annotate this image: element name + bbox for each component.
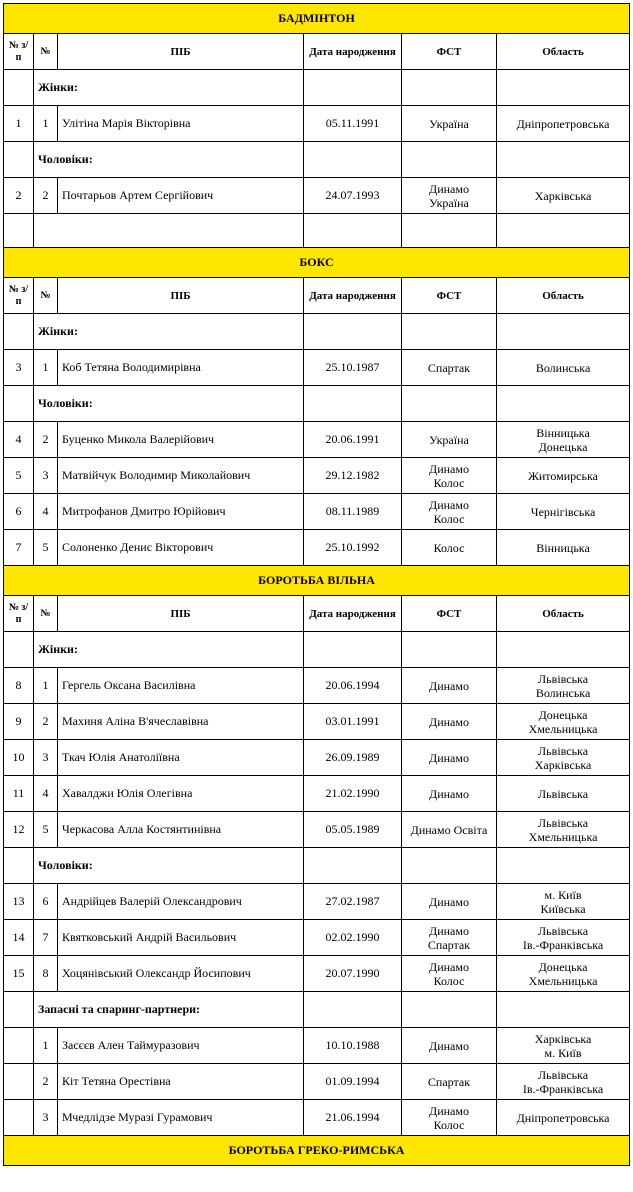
- cell-name: Махиня Аліна В'ячеславівна: [58, 704, 304, 740]
- section-title-row: [4, 4, 630, 34]
- header-region: Область: [497, 596, 630, 632]
- cell-region: [497, 776, 630, 812]
- cell-line: Спартак: [427, 1074, 471, 1089]
- cell-name: Хавалджи Юлія Олегівна: [58, 776, 304, 812]
- group-label: Жінки:: [34, 314, 304, 350]
- cell-region: [497, 386, 630, 422]
- cell-dob: 25.10.1992: [304, 530, 402, 566]
- table-row: [4, 1100, 630, 1136]
- cell-n: 1: [34, 106, 58, 142]
- cell-n: 3: [34, 458, 58, 494]
- section-title: БОРОТЬБА ВІЛЬНА: [4, 566, 630, 596]
- cell-region: [497, 178, 630, 214]
- cell-dob: [304, 632, 402, 668]
- cell-line: Колос: [433, 973, 465, 988]
- cell-name: Митрофанов Дмитро Юрійович: [58, 494, 304, 530]
- table-row: [4, 530, 630, 566]
- cell-line: Львівська: [538, 743, 589, 758]
- cell-num: [4, 1028, 34, 1064]
- cell-dob: 27.02.1987: [304, 884, 402, 920]
- section-title: БОКС: [4, 248, 630, 278]
- cell-n: 2: [34, 1064, 58, 1100]
- cell-fst: [402, 530, 497, 566]
- header-name: ПІБ: [58, 34, 304, 70]
- cell-line: Дніпропетровська: [516, 116, 610, 131]
- cell-n: 1: [34, 668, 58, 704]
- cell-region: [497, 668, 630, 704]
- cell-line: Спартак: [427, 937, 471, 952]
- cell-fst: [402, 494, 497, 530]
- cell-num: [4, 214, 34, 248]
- cell-fst: [402, 314, 497, 350]
- table-row: [4, 920, 630, 956]
- section-title: БОРОТЬБА ГРЕКО-РИМСЬКА: [4, 1136, 630, 1166]
- cell-num: [4, 314, 34, 350]
- cell-dob: 10.10.1988: [304, 1028, 402, 1064]
- cell-fst: [402, 992, 497, 1028]
- table-row: [4, 350, 630, 386]
- cell-line: Львівська: [538, 923, 589, 938]
- cell-fst: [402, 1028, 497, 1064]
- cell-name: Солоненко Денис Вікторович: [58, 530, 304, 566]
- cell-n: 3: [34, 740, 58, 776]
- header-name: ПІБ: [58, 596, 304, 632]
- cell-num: 15: [4, 956, 34, 992]
- cell-line: Динамо: [429, 461, 469, 476]
- cell-region: [497, 350, 630, 386]
- cell-line: Ів.-Франківська: [522, 1081, 604, 1096]
- cell-num: 14: [4, 920, 34, 956]
- cell-n: 5: [34, 812, 58, 848]
- cell-line: Динамо: [429, 1103, 469, 1118]
- table-row: [4, 458, 630, 494]
- cell-dob: 05.11.1991: [304, 106, 402, 142]
- cell-fst: [402, 386, 497, 422]
- cell-line: Харківська: [534, 1031, 592, 1046]
- cell-fst: [402, 350, 497, 386]
- cell-n: 1: [34, 350, 58, 386]
- cell-dob: [304, 386, 402, 422]
- group-label: Запасні та спаринг-партнери:: [34, 992, 304, 1028]
- cell-fst: [402, 884, 497, 920]
- cell-n: 5: [34, 530, 58, 566]
- cell-region: [497, 530, 630, 566]
- cell-line: Хмельницька: [528, 973, 598, 988]
- cell-num: 4: [4, 422, 34, 458]
- cell-dob: [304, 214, 402, 248]
- cell-dob: 02.02.1990: [304, 920, 402, 956]
- cell-line: Вінницька: [536, 425, 590, 440]
- cell-fst: [402, 106, 497, 142]
- cell-num: [4, 1100, 34, 1136]
- cell-fst: [402, 1100, 497, 1136]
- cell-line: Львівська: [538, 671, 589, 686]
- header-dob: Дата народження: [304, 596, 402, 632]
- header-fst: ФСТ: [402, 278, 497, 314]
- cell-dob: [304, 142, 402, 178]
- cell-line: Колос: [433, 1117, 465, 1132]
- cell-line: Львівська: [538, 1067, 589, 1082]
- cell-line: Колос: [433, 511, 465, 526]
- table-row: [4, 106, 630, 142]
- cell-num: [4, 992, 34, 1028]
- cell-line: Київська: [540, 901, 586, 916]
- table-row: [4, 812, 630, 848]
- header-num: № з/п: [4, 596, 34, 632]
- cell-name: Засєєв Ален Таймуразович: [58, 1028, 304, 1064]
- cell-dob: 20.06.1994: [304, 668, 402, 704]
- section-title-row: [4, 248, 630, 278]
- section-title-row: [4, 1136, 630, 1166]
- cell-line: Динамо: [429, 1038, 469, 1053]
- cell-fst: [402, 214, 497, 248]
- cell-fst: [402, 956, 497, 992]
- table-row: [4, 178, 630, 214]
- cell-dob: [304, 314, 402, 350]
- cell-num: [4, 848, 34, 884]
- athletes-table: [3, 3, 630, 1166]
- cell-line: Спартак: [427, 360, 471, 375]
- header-n: №: [34, 596, 58, 632]
- cell-region: [497, 884, 630, 920]
- cell-line: Україна: [429, 195, 469, 210]
- header-region: Область: [497, 34, 630, 70]
- cell-line: Динамо Освіта: [410, 822, 488, 837]
- group-row: [4, 70, 630, 106]
- cell-name: [34, 214, 304, 248]
- athletes-document: [3, 3, 629, 1166]
- cell-dob: 03.01.1991: [304, 704, 402, 740]
- cell-line: Колос: [433, 540, 465, 555]
- table-row: [4, 884, 630, 920]
- cell-dob: 08.11.1989: [304, 494, 402, 530]
- table-row: [4, 422, 630, 458]
- group-row: [4, 142, 630, 178]
- cell-num: 12: [4, 812, 34, 848]
- header-fst: ФСТ: [402, 596, 497, 632]
- cell-n: 8: [34, 956, 58, 992]
- cell-line: Львівська: [538, 786, 589, 801]
- header-num: № з/п: [4, 278, 34, 314]
- cell-n: 2: [34, 704, 58, 740]
- section-title-row: [4, 566, 630, 596]
- cell-name: Почтарьов Артем Сергійович: [58, 178, 304, 214]
- cell-num: 8: [4, 668, 34, 704]
- cell-line: Динамо: [429, 181, 469, 196]
- header-row: [4, 596, 630, 632]
- cell-region: [497, 812, 630, 848]
- cell-line: Динамо: [429, 497, 469, 512]
- group-row: [4, 632, 630, 668]
- table-row: [4, 776, 630, 812]
- cell-line: Колос: [433, 475, 465, 490]
- cell-n: 4: [34, 494, 58, 530]
- cell-n: 2: [34, 178, 58, 214]
- cell-line: Донецька: [538, 439, 588, 454]
- cell-fst: [402, 740, 497, 776]
- cell-region: [497, 704, 630, 740]
- group-label: Чоловіки:: [34, 386, 304, 422]
- cell-num: 2: [4, 178, 34, 214]
- table-row: [4, 494, 630, 530]
- empty-row: [4, 214, 630, 248]
- cell-dob: [304, 70, 402, 106]
- cell-dob: 25.10.1987: [304, 350, 402, 386]
- cell-dob: 21.02.1990: [304, 776, 402, 812]
- cell-line: Україна: [429, 116, 469, 131]
- cell-region: [497, 920, 630, 956]
- cell-line: Вінницька: [536, 540, 590, 555]
- cell-num: 7: [4, 530, 34, 566]
- cell-line: Хмельницька: [528, 829, 598, 844]
- cell-region: [497, 142, 630, 178]
- cell-fst: [402, 632, 497, 668]
- header-fst: ФСТ: [402, 34, 497, 70]
- cell-num: 1: [4, 106, 34, 142]
- cell-n: 3: [34, 1100, 58, 1136]
- cell-region: [497, 422, 630, 458]
- cell-fst: [402, 422, 497, 458]
- group-row: [4, 992, 630, 1028]
- cell-fst: [402, 142, 497, 178]
- cell-n: 6: [34, 884, 58, 920]
- header-row: [4, 34, 630, 70]
- cell-name: Матвійчук Володимир Миколайович: [58, 458, 304, 494]
- cell-name: Квятковський Андрій Васильович: [58, 920, 304, 956]
- cell-n: 1: [34, 1028, 58, 1064]
- cell-region: [497, 494, 630, 530]
- cell-name: Мчедлідзе Муразі Гурамович: [58, 1100, 304, 1136]
- cell-dob: 20.07.1990: [304, 956, 402, 992]
- cell-num: [4, 632, 34, 668]
- group-row: [4, 386, 630, 422]
- table-row: [4, 1064, 630, 1100]
- cell-line: Динамо: [429, 894, 469, 909]
- table-row: [4, 704, 630, 740]
- cell-region: [497, 458, 630, 494]
- cell-fst: [402, 178, 497, 214]
- cell-dob: 24.07.1993: [304, 178, 402, 214]
- cell-num: 11: [4, 776, 34, 812]
- header-region: Область: [497, 278, 630, 314]
- header-name: ПІБ: [58, 278, 304, 314]
- cell-line: Ів.-Франківська: [522, 937, 604, 952]
- cell-region: [497, 632, 630, 668]
- cell-line: Львівська: [538, 815, 589, 830]
- cell-name: Гергель Оксана Василівна: [58, 668, 304, 704]
- cell-region: [497, 1064, 630, 1100]
- cell-num: 5: [4, 458, 34, 494]
- cell-fst: [402, 70, 497, 106]
- cell-line: Динамо: [429, 750, 469, 765]
- cell-num: [4, 386, 34, 422]
- cell-num: 6: [4, 494, 34, 530]
- cell-dob: 01.09.1994: [304, 1064, 402, 1100]
- group-label: Чоловіки:: [34, 142, 304, 178]
- cell-num: 9: [4, 704, 34, 740]
- header-n: №: [34, 34, 58, 70]
- header-num: № з/п: [4, 34, 34, 70]
- cell-region: [497, 740, 630, 776]
- cell-region: [497, 314, 630, 350]
- section-title: БАДМІНТОН: [4, 4, 630, 34]
- cell-line: Україна: [429, 432, 469, 447]
- cell-fst: [402, 668, 497, 704]
- cell-line: м. Київ: [544, 887, 582, 902]
- cell-num: [4, 142, 34, 178]
- header-row: [4, 278, 630, 314]
- cell-fst: [402, 776, 497, 812]
- header-n: №: [34, 278, 58, 314]
- cell-region: [497, 848, 630, 884]
- group-label: Жінки:: [34, 632, 304, 668]
- cell-line: Волинська: [535, 685, 591, 700]
- cell-line: Волинська: [535, 360, 591, 375]
- cell-fst: [402, 458, 497, 494]
- cell-name: Кіт Тетяна Орестівна: [58, 1064, 304, 1100]
- cell-name: Улітіна Марія Вікторівна: [58, 106, 304, 142]
- cell-num: 13: [4, 884, 34, 920]
- cell-n: 7: [34, 920, 58, 956]
- cell-line: Динамо: [429, 959, 469, 974]
- header-dob: Дата народження: [304, 278, 402, 314]
- cell-line: Хмельницька: [528, 721, 598, 736]
- cell-line: Дніпропетровська: [516, 1110, 610, 1125]
- table-row: [4, 668, 630, 704]
- cell-dob: 21.06.1994: [304, 1100, 402, 1136]
- group-label: Жінки:: [34, 70, 304, 106]
- cell-num: 10: [4, 740, 34, 776]
- cell-line: Харківська: [534, 188, 592, 203]
- cell-fst: [402, 812, 497, 848]
- cell-n: 4: [34, 776, 58, 812]
- table-row: [4, 1028, 630, 1064]
- cell-region: [497, 214, 630, 248]
- cell-region: [497, 1100, 630, 1136]
- cell-region: [497, 1028, 630, 1064]
- cell-line: Житомирська: [528, 468, 598, 483]
- header-dob: Дата народження: [304, 34, 402, 70]
- cell-line: Харківська: [534, 757, 592, 772]
- cell-line: Донецька: [538, 707, 588, 722]
- cell-dob: 26.09.1989: [304, 740, 402, 776]
- cell-name: Коб Тетяна Володимирівна: [58, 350, 304, 386]
- cell-name: Андрійцев Валерій Олександрович: [58, 884, 304, 920]
- cell-region: [497, 106, 630, 142]
- table-row: [4, 740, 630, 776]
- group-label: Чоловіки:: [34, 848, 304, 884]
- cell-dob: 20.06.1991: [304, 422, 402, 458]
- cell-region: [497, 70, 630, 106]
- cell-num: 3: [4, 350, 34, 386]
- cell-line: Динамо: [429, 714, 469, 729]
- cell-name: Черкасова Алла Костянтинівна: [58, 812, 304, 848]
- cell-fst: [402, 848, 497, 884]
- cell-name: Хоцянівський Олександр Йосипович: [58, 956, 304, 992]
- cell-fst: [402, 704, 497, 740]
- cell-dob: [304, 848, 402, 884]
- cell-dob: 05.05.1989: [304, 812, 402, 848]
- table-row: [4, 956, 630, 992]
- cell-n: 2: [34, 422, 58, 458]
- cell-line: Динамо: [429, 923, 469, 938]
- cell-line: Чернігівська: [530, 504, 596, 519]
- cell-region: [497, 992, 630, 1028]
- cell-fst: [402, 920, 497, 956]
- group-row: [4, 314, 630, 350]
- cell-fst: [402, 1064, 497, 1100]
- cell-line: Динамо: [429, 786, 469, 801]
- cell-line: Динамо: [429, 678, 469, 693]
- cell-line: м. Київ: [544, 1045, 582, 1060]
- cell-line: Донецька: [538, 959, 588, 974]
- cell-num: [4, 70, 34, 106]
- cell-region: [497, 956, 630, 992]
- cell-dob: [304, 992, 402, 1028]
- cell-name: Ткач Юлія Анатоліївна: [58, 740, 304, 776]
- cell-name: Буценко Микола Валерійович: [58, 422, 304, 458]
- cell-dob: 29.12.1982: [304, 458, 402, 494]
- cell-num: [4, 1064, 34, 1100]
- group-row: [4, 848, 630, 884]
